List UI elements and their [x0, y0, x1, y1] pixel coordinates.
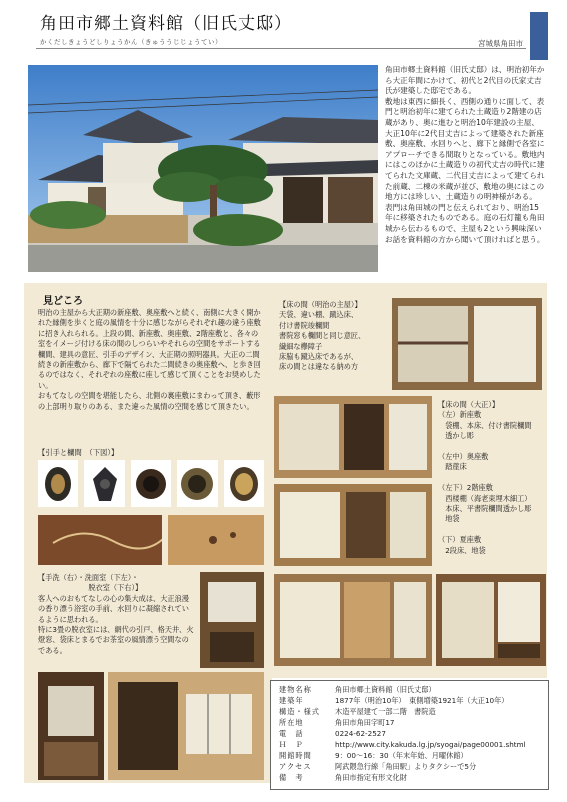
midokoro-text: 明治の主屋から大正期の新座敷、奥座敷へと続く、南側に大きく開かれた縁側を歩くと庭の風情を十分に感じながらそれぞれ趣の違う座敷に招き入れられる。上段の間、新座敷、奥座敷、2階座敷と、各々の室をイメージ付ける床の間のしつらいやそれらの空間をサポートする欄間、建具の意匠、引手のデザイン、大正期の照明器具。大正の二間続きの新座敷から、廊下で隔てられた二間続きの奥座敷へ、と歩き回るのではなく、それぞれの座敷に座して感じて頂くことをお奨めしたい。 おもてなしの空間を堪能したら、北側の裏座敷にまわって頂き、藪形の上部明り取りのある、また違った風情の空間を感じて頂きたい。 — [38, 308, 261, 411]
homepage-link[interactable]: http://www.city.kakuda.lg.jp/syogai/page00001.shtml — [335, 740, 526, 749]
info-row: 電 話 0224-62-2527 — [279, 729, 386, 738]
hikite-photo — [38, 460, 78, 507]
ranma-photos — [38, 515, 264, 565]
washroom-photo — [38, 672, 104, 780]
info-row: 備 考 角田市指定有形文化財 — [279, 773, 407, 782]
tokonoma-meiji-text: 【床の間（明治の主屋）】 天袋、違い棚、蹴込床、 付け書院竣欄間 書院窓も欄間と同じ意匠、 繊細な欅障子 床脇も蹴込床であるが、 床の間とは違なる納め方 — [279, 300, 366, 372]
ranma-photo — [38, 515, 162, 565]
washbasin-photo — [200, 572, 264, 668]
natsuzashiki-photo — [436, 574, 546, 666]
dressing-room-photo — [108, 672, 264, 780]
info-row: 建物名称 角田市郷土資料館（旧氏丈邸） — [279, 685, 436, 694]
hikite-photo — [84, 460, 124, 507]
midokoro-heading: 見どころ — [43, 296, 83, 307]
info-table — [270, 680, 549, 790]
tokonoma-taisho-text: 【床の間（大正）】 （左）新座敷 袋棚、本床、付け書院欄間 透かし彫 （左中）奥座敷 踏蓙床 （左下）2階座敷 西楼棚（海老束埋木細工） 本床、平書院欄間透かし彫 地袋 （下）夏座敷 2段床、地袋 — [438, 400, 532, 555]
temizu-text: 【手洗（右）・洗面室（下左）・ 脱衣室（下右）】 客人へのおもてなしの心の集大成は、大正浪漫の香り漂う浴室の手前、水回りに凝縮されているように思われる。 特に3畳の脱衣室には、網代の引戸、格天井、火燈窓、袋床とまるでお茶室の風情漂う空間なのである。 — [38, 573, 194, 655]
meiji-tokonoma-photo — [392, 298, 542, 390]
info-row: アクセス 阿武隈急行線「角田駅」よりタクシーで5分 — [279, 762, 477, 771]
hikite-photo — [177, 460, 217, 507]
okuzashiki-photo — [274, 484, 432, 566]
shinzashiki-photo — [274, 396, 432, 478]
hikite-photo — [224, 460, 264, 507]
page-title: 角田市郷土資料館（旧氏丈邸） — [40, 14, 292, 34]
accent-bar — [530, 12, 548, 60]
title-rule — [36, 48, 526, 49]
hikite-photos — [38, 460, 264, 507]
nikai-zashiki-photo — [274, 574, 432, 666]
info-row: 所在地 角田市角田字町17 — [279, 718, 395, 727]
hikite-caption: 【引手と欄間 （下図）】 — [38, 448, 119, 457]
info-row: 開館時間 9：00～16：30（年末年始、月曜休館） — [279, 751, 468, 760]
hikite-photo — [131, 460, 171, 507]
intro-text: 角田市郷土資料館（旧氏丈邸）は、明治初年から大正年間にかけて、初代と2代目の氏家丈吉氏が建築した邸宅である。 敷地は東西に細長く、西側の通りに面して、表門と明治初年に建てられた土蔵造り2階建の店蔵があり、奥に進むと明治10年建設の主屋、大正10年に2代目丈吉によって建築された新座敷、奥座敷、水回りへと、廊下と縁側で各室にアプローチできる間取りとなっている。敷地内にはこのほかに土蔵造りの初代丈吉の時代に建てられた文庫蔵、二代目丈吉によって建てられた前蔵、二棟の米蔵が並び、敷地の奥にはこの地方には珍しい、土蔵造りの明神様がある。 表門は角田城の門と伝えられており、明治15年に移築されたものである。庭の石灯籠も角田城から伝わるもので、主屋も2という興味深いお話を資料館の方から聞いて頂ければと思う。 — [385, 65, 545, 244]
ranma-photo — [168, 515, 264, 565]
exterior-photo — [28, 65, 378, 272]
info-row: Ｈ Ｐ http://www.city.kakuda.lg.jp/syogai/page00001.shtml — [279, 740, 526, 749]
info-row: 建築年 1877年（明治10年） 東側増築1921年（大正10年） — [279, 696, 509, 705]
prefecture-label: 宮城県角田市 — [478, 39, 523, 48]
title-reading: かくだしきょうどしりょうかん（きゅううじじょうてい） — [40, 38, 222, 46]
info-row: 構造・様式 木造平屋建て一部二階 書院造 — [279, 707, 436, 716]
